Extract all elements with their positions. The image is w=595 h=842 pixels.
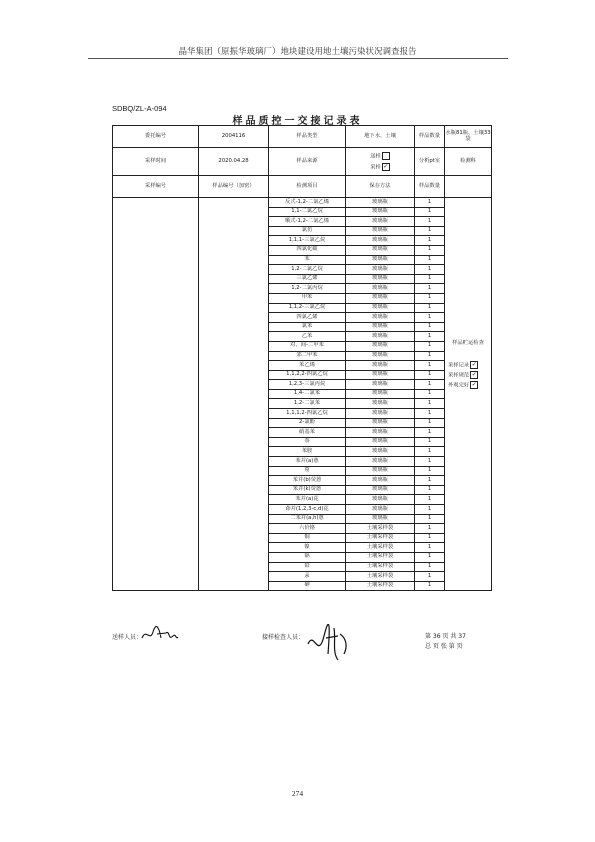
cell-item: 萘	[269, 437, 346, 447]
checkbox-sampling[interactable]: ✓	[383, 162, 389, 170]
col-header-sampling-no: 采样编号	[113, 176, 199, 198]
cell-qty: 1	[415, 322, 445, 332]
col-header-test-item: 检测项目	[269, 176, 346, 198]
header-divider	[88, 58, 508, 59]
cell-method: 土壤采样袋	[346, 533, 415, 543]
cell-qty: 1	[415, 447, 445, 457]
cell-item: 1,1,1,2-四氯乙烷	[269, 409, 346, 419]
page-count	[425, 632, 466, 652]
cell-item: 苯并(a)芘	[269, 495, 346, 505]
cell-item: 1,1,2-三氯乙烷	[269, 303, 346, 313]
remark-label: 外观完好	[448, 382, 470, 389]
cell-qty: 1	[415, 303, 445, 313]
cell-item: 汞	[269, 572, 346, 582]
cell-item: 六价铬	[269, 524, 346, 534]
cell-method: 玻璃瓶	[346, 437, 415, 447]
cell-qty: 1	[415, 361, 445, 371]
cell-method: 玻璃瓶	[346, 409, 415, 419]
record-table	[112, 125, 492, 591]
cell-method: 土壤采样袋	[346, 562, 415, 572]
col-header-quantity: 样品数量	[415, 176, 445, 198]
cell-item: 三氯乙烯	[269, 274, 346, 284]
remark-checkbox[interactable]: ✓	[471, 380, 477, 388]
cell-method: 玻璃瓶	[346, 207, 415, 217]
remark-item	[445, 361, 491, 369]
cell-qty: 1	[415, 351, 445, 361]
cell-qty: 1	[415, 332, 445, 342]
cell-item: 四氯乙烯	[269, 313, 346, 323]
cell-method: 土壤采样袋	[346, 524, 415, 534]
cell-method: 玻璃瓶	[346, 313, 415, 323]
table-row	[113, 198, 492, 208]
cell-method: 玻璃瓶	[346, 274, 415, 284]
cell-method: 土壤采样袋	[346, 552, 415, 562]
cell-item: 氯仿	[269, 226, 346, 236]
cell-item: 铅	[269, 562, 346, 572]
cell-item: 砷	[269, 581, 346, 591]
cell-method: 玻璃瓶	[346, 265, 415, 275]
checkbox-delivery[interactable]	[382, 152, 390, 160]
cell-qty: 1	[415, 226, 445, 236]
cell-item: 苯	[269, 255, 346, 265]
cell-method: 玻璃瓶	[346, 485, 415, 495]
cell-qty: 1	[415, 245, 445, 255]
cell-item: 反式-1,2-二氯乙烯	[269, 198, 346, 208]
cell-qty: 1	[415, 428, 445, 438]
col-header-blank	[445, 176, 492, 198]
cell-qty: 1	[415, 274, 445, 284]
cell-lab: 检测科	[445, 148, 492, 176]
cell-method: 玻璃瓶	[346, 399, 415, 409]
form-title: 样品质控一交接记录表	[232, 116, 363, 127]
cell-qty: 1	[415, 581, 445, 591]
cell-qty: 1	[415, 313, 445, 323]
page-count-line1: 第 36 页 共 37	[425, 633, 466, 640]
remark-item	[445, 381, 491, 389]
cell-item: 茚并(1,2,3-c,d)芘	[269, 505, 346, 515]
cell-label-sample-source: 样品来源	[269, 148, 346, 176]
cell-method: 玻璃瓶	[346, 389, 415, 399]
receiver-signature	[304, 624, 354, 664]
remarks-title: 样品贮运检查	[452, 340, 484, 346]
cell-item: 铜	[269, 533, 346, 543]
cell-item: 1,2,3-三氯丙烷	[269, 380, 346, 390]
cell-qty: 1	[415, 284, 445, 294]
cell-item: 苯并(b)荧蒽	[269, 476, 346, 486]
cell-qty: 1	[415, 207, 445, 217]
cell-sampling-time: 2020.04.28	[199, 148, 269, 176]
cell-method: 玻璃瓶	[346, 370, 415, 380]
form-code: SDBQ/ZL-A-094	[112, 104, 167, 113]
cell-item: 1,1-二氯乙烷	[269, 207, 346, 217]
table-row-info-1	[113, 126, 492, 148]
cell-label-commission-no: 委托编号	[113, 126, 199, 148]
col-header-encrypted-no: 样品编号（加密）	[199, 176, 269, 198]
cell-qty: 1	[415, 370, 445, 380]
col-header-preservation: 保存方法	[346, 176, 415, 198]
cell-method: 玻璃瓶	[346, 284, 415, 294]
cell-method: 玻璃瓶	[346, 351, 415, 361]
cell-item: 苯并(k)荧蒽	[269, 485, 346, 495]
cell-item: 硝基苯	[269, 428, 346, 438]
cell-method: 玻璃瓶	[346, 255, 415, 265]
cell-method: 土壤采样袋	[346, 543, 415, 553]
cell-item: 苯胺	[269, 447, 346, 457]
cell-method: 玻璃瓶	[346, 303, 415, 313]
cell-item: 2-氯酚	[269, 418, 346, 428]
sender-label: 送样人员：	[112, 634, 143, 641]
cell-qty: 1	[415, 457, 445, 467]
cell-label-sample-type: 样品类型	[269, 126, 346, 148]
cell-qty: 1	[415, 514, 445, 524]
cell-qty: 1	[415, 380, 445, 390]
cell-item: 1,2-二氯丙烷	[269, 284, 346, 294]
cell-method: 玻璃瓶	[346, 217, 415, 227]
cell-label-sampling-time: 采样时间	[113, 148, 199, 176]
cell-qty: 1	[415, 437, 445, 447]
cell-qty: 1	[415, 265, 445, 275]
cell-item: 苯乙烯	[269, 361, 346, 371]
cell-label-sample-qty: 样品数量	[415, 126, 445, 148]
cell-encrypted-no-blank	[199, 198, 269, 591]
cell-qty: 1	[415, 552, 445, 562]
cell-method: 玻璃瓶	[346, 495, 415, 505]
cell-qty: 1	[415, 418, 445, 428]
cell-sample-qty: 水瓶81瓶、土壤33袋	[445, 126, 492, 148]
cell-item: 1,2-二氯乙烷	[269, 265, 346, 275]
page-number: 274	[291, 789, 304, 798]
cell-qty: 1	[415, 341, 445, 351]
cell-method: 玻璃瓶	[346, 418, 415, 428]
remark-label: 采样记录	[448, 362, 470, 369]
cell-item: 氯苯	[269, 322, 346, 332]
cell-item: 镉	[269, 552, 346, 562]
cell-method: 玻璃瓶	[346, 226, 415, 236]
cell-method: 土壤采样袋	[346, 572, 415, 582]
page-count-line2: 总 页 张 第 页	[425, 643, 463, 650]
cell-qty: 1	[415, 485, 445, 495]
cell-method: 玻璃瓶	[346, 293, 415, 303]
cell-item: 甲苯	[269, 293, 346, 303]
cell-qty: 1	[415, 198, 445, 208]
cell-qty: 1	[415, 399, 445, 409]
remark-item	[445, 371, 491, 379]
cell-qty: 1	[415, 476, 445, 486]
cell-item: 对、间-二甲苯	[269, 341, 346, 351]
cell-qty: 1	[415, 293, 445, 303]
cell-method: 玻璃瓶	[346, 245, 415, 255]
cell-item: 乙苯	[269, 332, 346, 342]
source-option-delivery: 送样	[370, 153, 381, 160]
cell-item: 1,1,1-三氯乙烷	[269, 236, 346, 246]
remark-checkbox[interactable]: ✓	[471, 360, 477, 368]
cell-sample-source	[346, 148, 415, 176]
cell-qty: 1	[415, 255, 445, 265]
cell-method: 玻璃瓶	[346, 447, 415, 457]
cell-qty: 1	[415, 562, 445, 572]
remarks-list	[445, 361, 491, 389]
cell-qty: 1	[415, 495, 445, 505]
cell-qty: 1	[415, 217, 445, 227]
cell-item: 1,4-二氯苯	[269, 389, 346, 399]
remark-checkbox[interactable]: ✓	[471, 370, 477, 378]
cell-method: 玻璃瓶	[346, 341, 415, 351]
cell-item: 邻二甲苯	[269, 351, 346, 361]
source-option-sampling: 采样	[370, 164, 381, 170]
cell-method: 玻璃瓶	[346, 505, 415, 515]
cell-method: 玻璃瓶	[346, 332, 415, 342]
cell-method: 玻璃瓶	[346, 457, 415, 467]
cell-method: 玻璃瓶	[346, 236, 415, 246]
remarks-cell	[445, 198, 492, 591]
cell-sampling-no-blank	[113, 198, 199, 591]
cell-method: 玻璃瓶	[346, 198, 415, 208]
cell-method: 玻璃瓶	[346, 322, 415, 332]
cell-label-lab: 分析pt室	[415, 148, 445, 176]
cell-method: 玻璃瓶	[346, 476, 415, 486]
cell-item: 二苯并(a,h)蒽	[269, 514, 346, 524]
cell-qty: 1	[415, 236, 445, 246]
cell-qty: 1	[415, 533, 445, 543]
cell-qty: 1	[415, 466, 445, 476]
cell-method: 土壤采样袋	[346, 581, 415, 591]
receiver-label: 接样检查人员：	[262, 634, 305, 641]
cell-method: 玻璃瓶	[346, 514, 415, 524]
cell-item: 1,1,2,2-四氯乙烷	[269, 370, 346, 380]
cell-item: 顺式-1,2-二氯乙烯	[269, 217, 346, 227]
cell-item: 苯并(a)蒽	[269, 457, 346, 467]
cell-method: 玻璃瓶	[346, 466, 415, 476]
cell-qty: 1	[415, 409, 445, 419]
cell-commission-no: 2004116	[199, 126, 269, 148]
cell-qty: 1	[415, 389, 445, 399]
cell-item: 四氯化碳	[269, 245, 346, 255]
sender-signature	[140, 624, 180, 646]
cell-qty: 1	[415, 524, 445, 534]
cell-item: 1,2-二氯苯	[269, 399, 346, 409]
cell-method: 玻璃瓶	[346, 428, 415, 438]
cell-item: 䓛	[269, 466, 346, 476]
remark-label: 采样规范	[448, 372, 470, 379]
cell-qty: 1	[415, 543, 445, 553]
table-row-headers	[113, 176, 492, 198]
cell-sample-type: 地下水、土壤	[346, 126, 415, 148]
cell-method: 玻璃瓶	[346, 361, 415, 371]
cell-qty: 1	[415, 572, 445, 582]
cell-item: 镍	[269, 543, 346, 553]
document-header: 晶华集团（原振华玻璃厂）地块建设用地土壤污染状况调查报告	[178, 47, 417, 57]
cell-qty: 1	[415, 505, 445, 515]
table-row-info-2	[113, 148, 492, 176]
cell-method: 玻璃瓶	[346, 380, 415, 390]
